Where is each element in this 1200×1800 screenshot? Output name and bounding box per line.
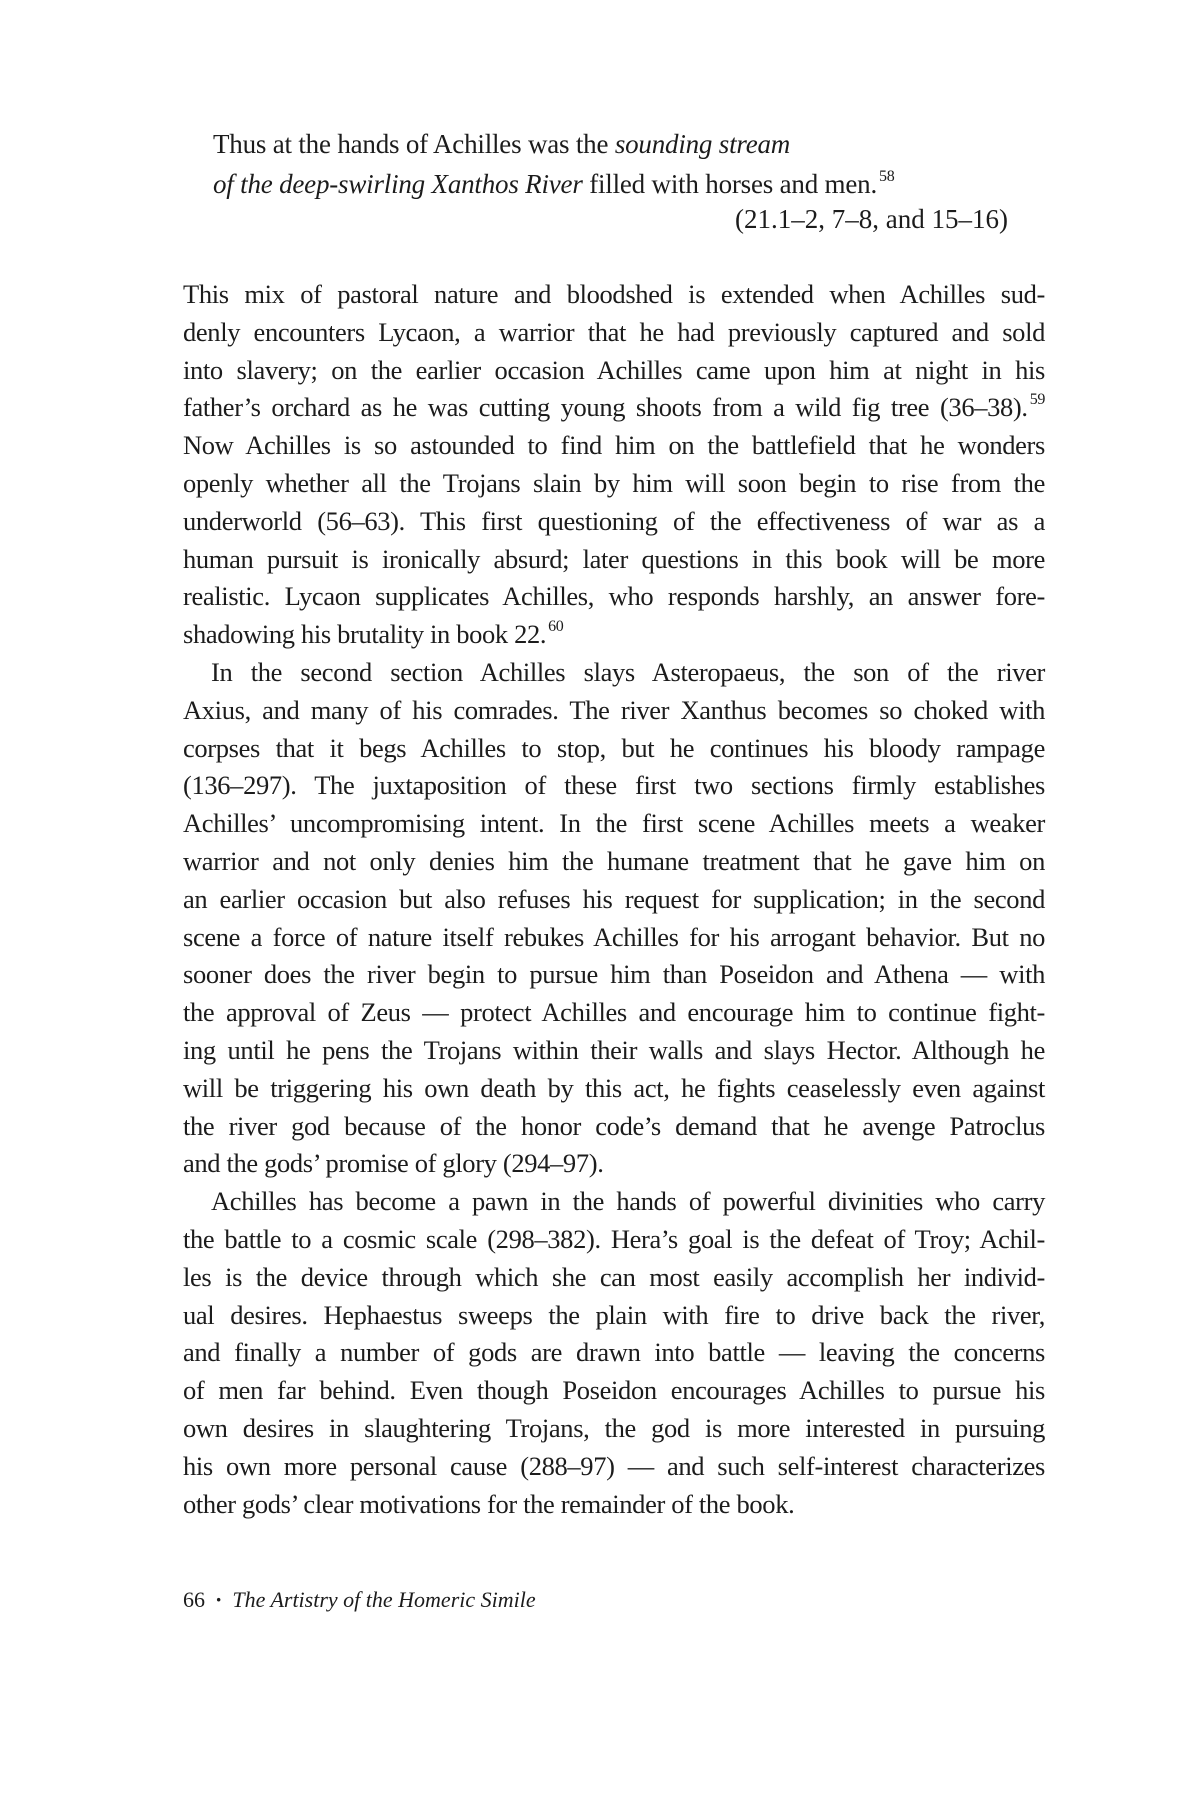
footnote-marker: 58 bbox=[879, 168, 895, 185]
quote-text: Thus at the hands of Achilles was the bbox=[213, 129, 615, 159]
text-line bbox=[183, 1486, 1045, 1524]
line-text: scene a force of nature itself rebukes Achilles for his arrogant behavior. But no bbox=[183, 921, 1045, 952]
text-line bbox=[183, 1221, 1045, 1259]
footnote-marker: 59 bbox=[1029, 391, 1045, 409]
text-line bbox=[183, 1372, 1045, 1410]
text-line bbox=[183, 465, 1045, 503]
text-line bbox=[183, 767, 1045, 805]
text-line bbox=[183, 314, 1045, 352]
quote-line bbox=[213, 164, 1013, 204]
text-line bbox=[183, 1032, 1045, 1070]
line-text: and finally a number of gods are drawn into battle — leaving the concerns bbox=[183, 1337, 1045, 1368]
page-number: 66 bbox=[183, 1587, 205, 1612]
line-text: Axius, and many of his comrades. The river Xanthus becomes so choked with bbox=[183, 694, 1045, 725]
text-line bbox=[183, 1334, 1045, 1372]
text-line bbox=[183, 805, 1045, 843]
line-text: father’s orchard as he was cutting young shoots from a wild fig tree (36–38). bbox=[183, 392, 1028, 423]
text-line bbox=[183, 654, 1045, 692]
line-text: les is the device through which she can most easily accomplish her individ- bbox=[183, 1261, 1045, 1292]
text-line bbox=[183, 1145, 1045, 1183]
line-text: his own more personal cause (288–97) — and such self-interest characterizes bbox=[183, 1450, 1045, 1481]
text-line bbox=[183, 1108, 1045, 1146]
line-text: the battle to a cosmic scale (298–382). Hera’s goal is the defeat of Troy; Achil- bbox=[183, 1223, 1045, 1254]
line-text: openly whether all the Trojans slain by him will soon begin to rise from the bbox=[183, 467, 1045, 498]
text-line bbox=[183, 578, 1045, 616]
footnote-marker: 60 bbox=[548, 618, 564, 636]
separator-dot: · bbox=[215, 1587, 223, 1612]
line-text: Achilles has become a pawn in the hands of powerful divinities who carry bbox=[211, 1186, 1045, 1217]
line-text: sooner does the river begin to pursue him than Poseidon and Athena — with bbox=[183, 959, 1045, 990]
line-text: corpses that it begs Achilles to stop, but he continues his bloody rampage bbox=[183, 732, 1045, 763]
line-text: and the gods’ promise of glory (294–97). bbox=[183, 1148, 604, 1179]
line-text: own desires in slaughtering Trojans, the god is more interested in pursuing bbox=[183, 1412, 1045, 1443]
text-line bbox=[183, 541, 1045, 579]
line-text: shadowing his brutality in book 22. bbox=[183, 619, 547, 650]
paragraph bbox=[183, 654, 1045, 1183]
line-text: This mix of pastoral nature and bloodshed is extended when Achilles sud- bbox=[183, 279, 1045, 309]
line-text: (136–297). The juxtaposition of these first two sections firmly establishes bbox=[183, 770, 1045, 801]
text-line bbox=[183, 956, 1045, 994]
line-text: into slavery; on the earlier occasion Achilles came upon him at night in his bbox=[183, 354, 1045, 385]
line-text: the approval of Zeus — protect Achilles and encourage him to continue fight- bbox=[183, 997, 1045, 1028]
text-line bbox=[183, 730, 1045, 768]
text-line bbox=[183, 919, 1045, 957]
line-text: other gods’ clear motivations for the remainder of the book. bbox=[183, 1488, 795, 1519]
line-text: denly encounters Lycaon, a warrior that he had previously captured and sold bbox=[183, 316, 1045, 347]
quote-line bbox=[213, 124, 1013, 164]
text-line bbox=[183, 352, 1045, 390]
line-text: human pursuit is ironically absurd; later questions in this book will be more bbox=[183, 543, 1045, 574]
quote-text: filled with horses and men. bbox=[582, 169, 877, 199]
running-title: The Artistry of the Homeric Simile bbox=[232, 1587, 536, 1612]
line-text: In the second section Achilles slays Asteropaeus, the son of the river bbox=[211, 656, 1045, 687]
text-line bbox=[183, 616, 1045, 654]
text-line bbox=[183, 994, 1045, 1032]
text-line bbox=[183, 1297, 1045, 1335]
text-line bbox=[183, 427, 1045, 465]
text-line bbox=[183, 881, 1045, 919]
text-line bbox=[183, 276, 1045, 314]
text-line bbox=[183, 692, 1045, 730]
line-text: ing until he pens the Trojans within their walls and slays Hector. Although he bbox=[183, 1034, 1045, 1065]
paragraph bbox=[183, 1183, 1045, 1523]
line-text: of men far behind. Even though Poseidon encourages Achilles to pursue his bbox=[183, 1375, 1045, 1406]
quote-italic-text: of the deep-swirling Xanthos River bbox=[213, 169, 583, 199]
text-line bbox=[183, 1259, 1045, 1297]
line-text: an earlier occasion but also refuses his request for supplication; in the second bbox=[183, 883, 1045, 914]
text-line bbox=[183, 1448, 1045, 1486]
line-text: the river god because of the honor code’s demand that he avenge Patroclus bbox=[183, 1110, 1045, 1141]
quote-citation: (21.1–2, 7–8, and 15–16) bbox=[735, 204, 1008, 234]
line-text: ual desires. Hephaestus sweeps the plain with fire to drive back the river, bbox=[183, 1299, 1045, 1330]
paragraph bbox=[183, 276, 1045, 654]
line-text: will be triggering his own death by this act, he fights ceaselessly even against bbox=[183, 1072, 1045, 1103]
text-line bbox=[183, 1183, 1045, 1221]
quote-italic-text: sounding stream bbox=[614, 129, 791, 159]
text-line bbox=[183, 389, 1045, 427]
line-text: Achilles’ uncompromising intent. In the first scene Achilles meets a weaker bbox=[183, 808, 1045, 839]
line-text: underworld (56–63). This first questioning of the effectiveness of war as a bbox=[183, 505, 1045, 536]
line-text: warrior and not only denies him the humane treatment that he gave him on bbox=[183, 845, 1045, 876]
body-text bbox=[183, 276, 1045, 1523]
running-footer bbox=[183, 1582, 536, 1618]
line-text: realistic. Lycaon supplicates Achilles, who responds harshly, an answer fore- bbox=[183, 581, 1045, 612]
text-line bbox=[183, 1070, 1045, 1108]
text-line bbox=[183, 503, 1045, 541]
block-quote bbox=[213, 124, 1013, 204]
text-line bbox=[183, 1410, 1045, 1448]
line-text: Now Achilles is so astounded to find him on the battlefield that he wonders bbox=[183, 430, 1045, 461]
text-line bbox=[183, 843, 1045, 881]
